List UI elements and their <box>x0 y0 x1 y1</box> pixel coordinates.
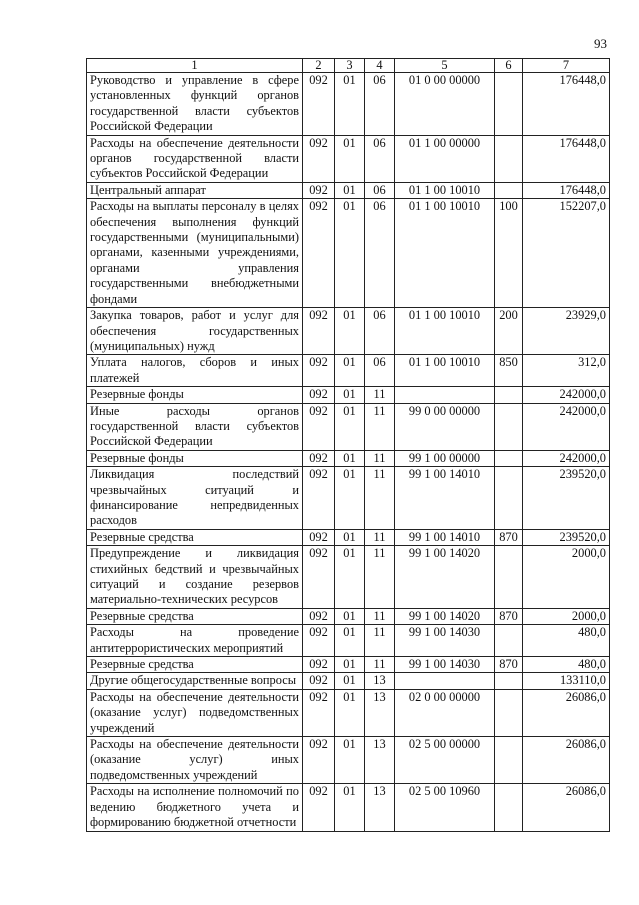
table-row <box>87 387 610 403</box>
row-admin-code: 092 <box>303 625 335 657</box>
row-name: Иные расходы органов государственной власти субъектов Российской Федерации <box>87 403 303 450</box>
row-amount: 176448,0 <box>523 182 610 198</box>
row-target-article <box>395 673 495 689</box>
row-subsection: 11 <box>365 403 395 450</box>
table-row <box>87 546 610 609</box>
row-subsection: 11 <box>365 450 395 466</box>
row-subsection: 06 <box>365 73 395 136</box>
table-row <box>87 625 610 657</box>
budget-table <box>86 58 610 832</box>
row-subsection: 11 <box>365 467 395 530</box>
row-admin-code: 092 <box>303 608 335 624</box>
row-section: 01 <box>335 673 365 689</box>
row-amount: 152207,0 <box>523 199 610 308</box>
row-admin-code: 092 <box>303 387 335 403</box>
row-expense-type <box>495 403 523 450</box>
row-amount: 239520,0 <box>523 467 610 530</box>
row-target-article: 02 0 00 00000 <box>395 689 495 736</box>
row-expense-type <box>495 73 523 136</box>
row-target-article: 02 5 00 10960 <box>395 784 495 831</box>
row-target-article: 01 1 00 10010 <box>395 308 495 355</box>
table-row <box>87 784 610 831</box>
row-admin-code: 092 <box>303 199 335 308</box>
row-admin-code: 092 <box>303 135 335 182</box>
table-row <box>87 308 610 355</box>
table-row <box>87 182 610 198</box>
row-amount: 26086,0 <box>523 689 610 736</box>
row-section: 01 <box>335 450 365 466</box>
row-subsection: 13 <box>365 673 395 689</box>
row-name: Центральный аппарат <box>87 182 303 198</box>
row-section: 01 <box>335 355 365 387</box>
row-admin-code: 092 <box>303 784 335 831</box>
row-section: 01 <box>335 737 365 784</box>
row-subsection: 13 <box>365 737 395 784</box>
row-target-article: 99 1 00 14030 <box>395 657 495 673</box>
table-row <box>87 135 610 182</box>
row-subsection: 11 <box>365 608 395 624</box>
row-target-article: 01 1 00 10010 <box>395 355 495 387</box>
table-row <box>87 199 610 308</box>
row-admin-code: 092 <box>303 450 335 466</box>
row-name: Уплата налогов, сборов и иных платежей <box>87 355 303 387</box>
row-admin-code: 092 <box>303 403 335 450</box>
row-amount: 176448,0 <box>523 135 610 182</box>
row-section: 01 <box>335 467 365 530</box>
row-name: Резервные фонды <box>87 387 303 403</box>
row-name: Расходы на обеспечение деятельности (оказание услуг) иных подведомственных учреждений <box>87 737 303 784</box>
row-name: Закупка товаров, работ и услуг для обеспечения государственных (муниципальных) нужд <box>87 308 303 355</box>
row-name: Резервные средства <box>87 608 303 624</box>
row-expense-type <box>495 182 523 198</box>
table-row <box>87 673 610 689</box>
row-expense-type <box>495 135 523 182</box>
row-section: 01 <box>335 546 365 609</box>
row-expense-type <box>495 387 523 403</box>
row-amount: 480,0 <box>523 625 610 657</box>
row-subsection: 06 <box>365 182 395 198</box>
page-number: 93 <box>594 36 607 51</box>
row-subsection: 11 <box>365 529 395 545</box>
row-section: 01 <box>335 529 365 545</box>
row-amount: 242000,0 <box>523 403 610 450</box>
row-amount: 242000,0 <box>523 387 610 403</box>
row-target-article: 01 1 00 10010 <box>395 182 495 198</box>
row-section: 01 <box>335 387 365 403</box>
row-name: Резервные средства <box>87 657 303 673</box>
row-target-article: 99 0 00 00000 <box>395 403 495 450</box>
table-row <box>87 467 610 530</box>
header-row <box>87 59 610 73</box>
header-col-7: 7 <box>523 59 610 73</box>
row-admin-code: 092 <box>303 657 335 673</box>
row-subsection: 11 <box>365 625 395 657</box>
row-name: Резервные средства <box>87 529 303 545</box>
row-target-article: 99 1 00 14020 <box>395 546 495 609</box>
row-subsection: 11 <box>365 657 395 673</box>
row-expense-type <box>495 689 523 736</box>
row-expense-type: 100 <box>495 199 523 308</box>
row-name: Расходы на проведение антитеррористических мероприятий <box>87 625 303 657</box>
header-col-6: 6 <box>495 59 523 73</box>
row-section: 01 <box>335 308 365 355</box>
row-target-article <box>395 387 495 403</box>
table-row <box>87 608 610 624</box>
row-name: Резервные фонды <box>87 450 303 466</box>
row-section: 01 <box>335 625 365 657</box>
row-admin-code: 092 <box>303 73 335 136</box>
table-row <box>87 450 610 466</box>
row-section: 01 <box>335 689 365 736</box>
row-name: Ликвидация последствий чрезвычайных ситуаций и финансирование непредвиденных расходов <box>87 467 303 530</box>
table-row <box>87 403 610 450</box>
table-row <box>87 737 610 784</box>
row-name: Предупреждение и ликвидация стихийных бедствий и чрезвычайных ситуаций и создание резервов материально-технических ресурсов <box>87 546 303 609</box>
row-admin-code: 092 <box>303 737 335 784</box>
row-admin-code: 092 <box>303 529 335 545</box>
row-subsection: 06 <box>365 135 395 182</box>
row-expense-type <box>495 450 523 466</box>
row-name: Расходы на обеспечение деятельности (оказание услуг) подведомственных учреждений <box>87 689 303 736</box>
row-expense-type: 870 <box>495 657 523 673</box>
row-amount: 480,0 <box>523 657 610 673</box>
row-target-article: 01 0 00 00000 <box>395 73 495 136</box>
row-expense-type: 850 <box>495 355 523 387</box>
row-admin-code: 092 <box>303 689 335 736</box>
header-col-3: 3 <box>335 59 365 73</box>
row-admin-code: 092 <box>303 467 335 530</box>
row-expense-type: 870 <box>495 529 523 545</box>
row-name: Расходы на обеспечение деятельности органов государственной власти субъектов Российской Федерации <box>87 135 303 182</box>
row-expense-type: 200 <box>495 308 523 355</box>
row-subsection: 06 <box>365 199 395 308</box>
row-subsection: 13 <box>365 689 395 736</box>
row-admin-code: 092 <box>303 546 335 609</box>
row-section: 01 <box>335 135 365 182</box>
row-section: 01 <box>335 182 365 198</box>
row-amount: 242000,0 <box>523 450 610 466</box>
row-expense-type <box>495 784 523 831</box>
row-amount: 26086,0 <box>523 784 610 831</box>
row-section: 01 <box>335 608 365 624</box>
row-expense-type <box>495 625 523 657</box>
row-name: Расходы на выплаты персоналу в целях обеспечения выполнения функций государственными (муниципальными) органами, казенными учреждениями, органами управления государственными внебюджетными фондами <box>87 199 303 308</box>
row-expense-type <box>495 546 523 609</box>
row-subsection: 11 <box>365 387 395 403</box>
row-target-article: 01 1 00 00000 <box>395 135 495 182</box>
row-name: Расходы на исполнение полномочий по ведению бюджетного учета и формированию бюджетной отчетности <box>87 784 303 831</box>
table-row <box>87 73 610 136</box>
row-section: 01 <box>335 73 365 136</box>
table-row <box>87 657 610 673</box>
row-amount: 23929,0 <box>523 308 610 355</box>
row-name: Руководство и управление в сфере установленных функций органов государственной власти субъектов Российской Федерации <box>87 73 303 136</box>
row-amount: 312,0 <box>523 355 610 387</box>
row-subsection: 06 <box>365 355 395 387</box>
row-name: Другие общегосударственные вопросы <box>87 673 303 689</box>
header-col-4: 4 <box>365 59 395 73</box>
row-expense-type: 870 <box>495 608 523 624</box>
row-amount: 133110,0 <box>523 673 610 689</box>
row-target-article: 99 1 00 14010 <box>395 529 495 545</box>
row-section: 01 <box>335 403 365 450</box>
row-expense-type <box>495 673 523 689</box>
header-col-2: 2 <box>303 59 335 73</box>
row-amount: 176448,0 <box>523 73 610 136</box>
row-admin-code: 092 <box>303 673 335 689</box>
row-section: 01 <box>335 657 365 673</box>
table-body <box>87 73 610 832</box>
row-expense-type <box>495 737 523 784</box>
row-target-article: 02 5 00 00000 <box>395 737 495 784</box>
row-amount: 239520,0 <box>523 529 610 545</box>
row-target-article: 99 1 00 14030 <box>395 625 495 657</box>
row-target-article: 99 1 00 14010 <box>395 467 495 530</box>
header-col-5: 5 <box>395 59 495 73</box>
row-subsection: 13 <box>365 784 395 831</box>
table-row <box>87 689 610 736</box>
row-target-article: 99 1 00 14020 <box>395 608 495 624</box>
row-target-article: 99 1 00 00000 <box>395 450 495 466</box>
row-admin-code: 092 <box>303 308 335 355</box>
table-row <box>87 529 610 545</box>
row-subsection: 11 <box>365 546 395 609</box>
header-col-1: 1 <box>87 59 303 73</box>
row-target-article: 01 1 00 10010 <box>395 199 495 308</box>
row-section: 01 <box>335 784 365 831</box>
row-admin-code: 092 <box>303 182 335 198</box>
row-amount: 2000,0 <box>523 608 610 624</box>
row-amount: 26086,0 <box>523 737 610 784</box>
row-subsection: 06 <box>365 308 395 355</box>
row-section: 01 <box>335 199 365 308</box>
row-amount: 2000,0 <box>523 546 610 609</box>
row-expense-type <box>495 467 523 530</box>
table-row <box>87 355 610 387</box>
row-admin-code: 092 <box>303 355 335 387</box>
